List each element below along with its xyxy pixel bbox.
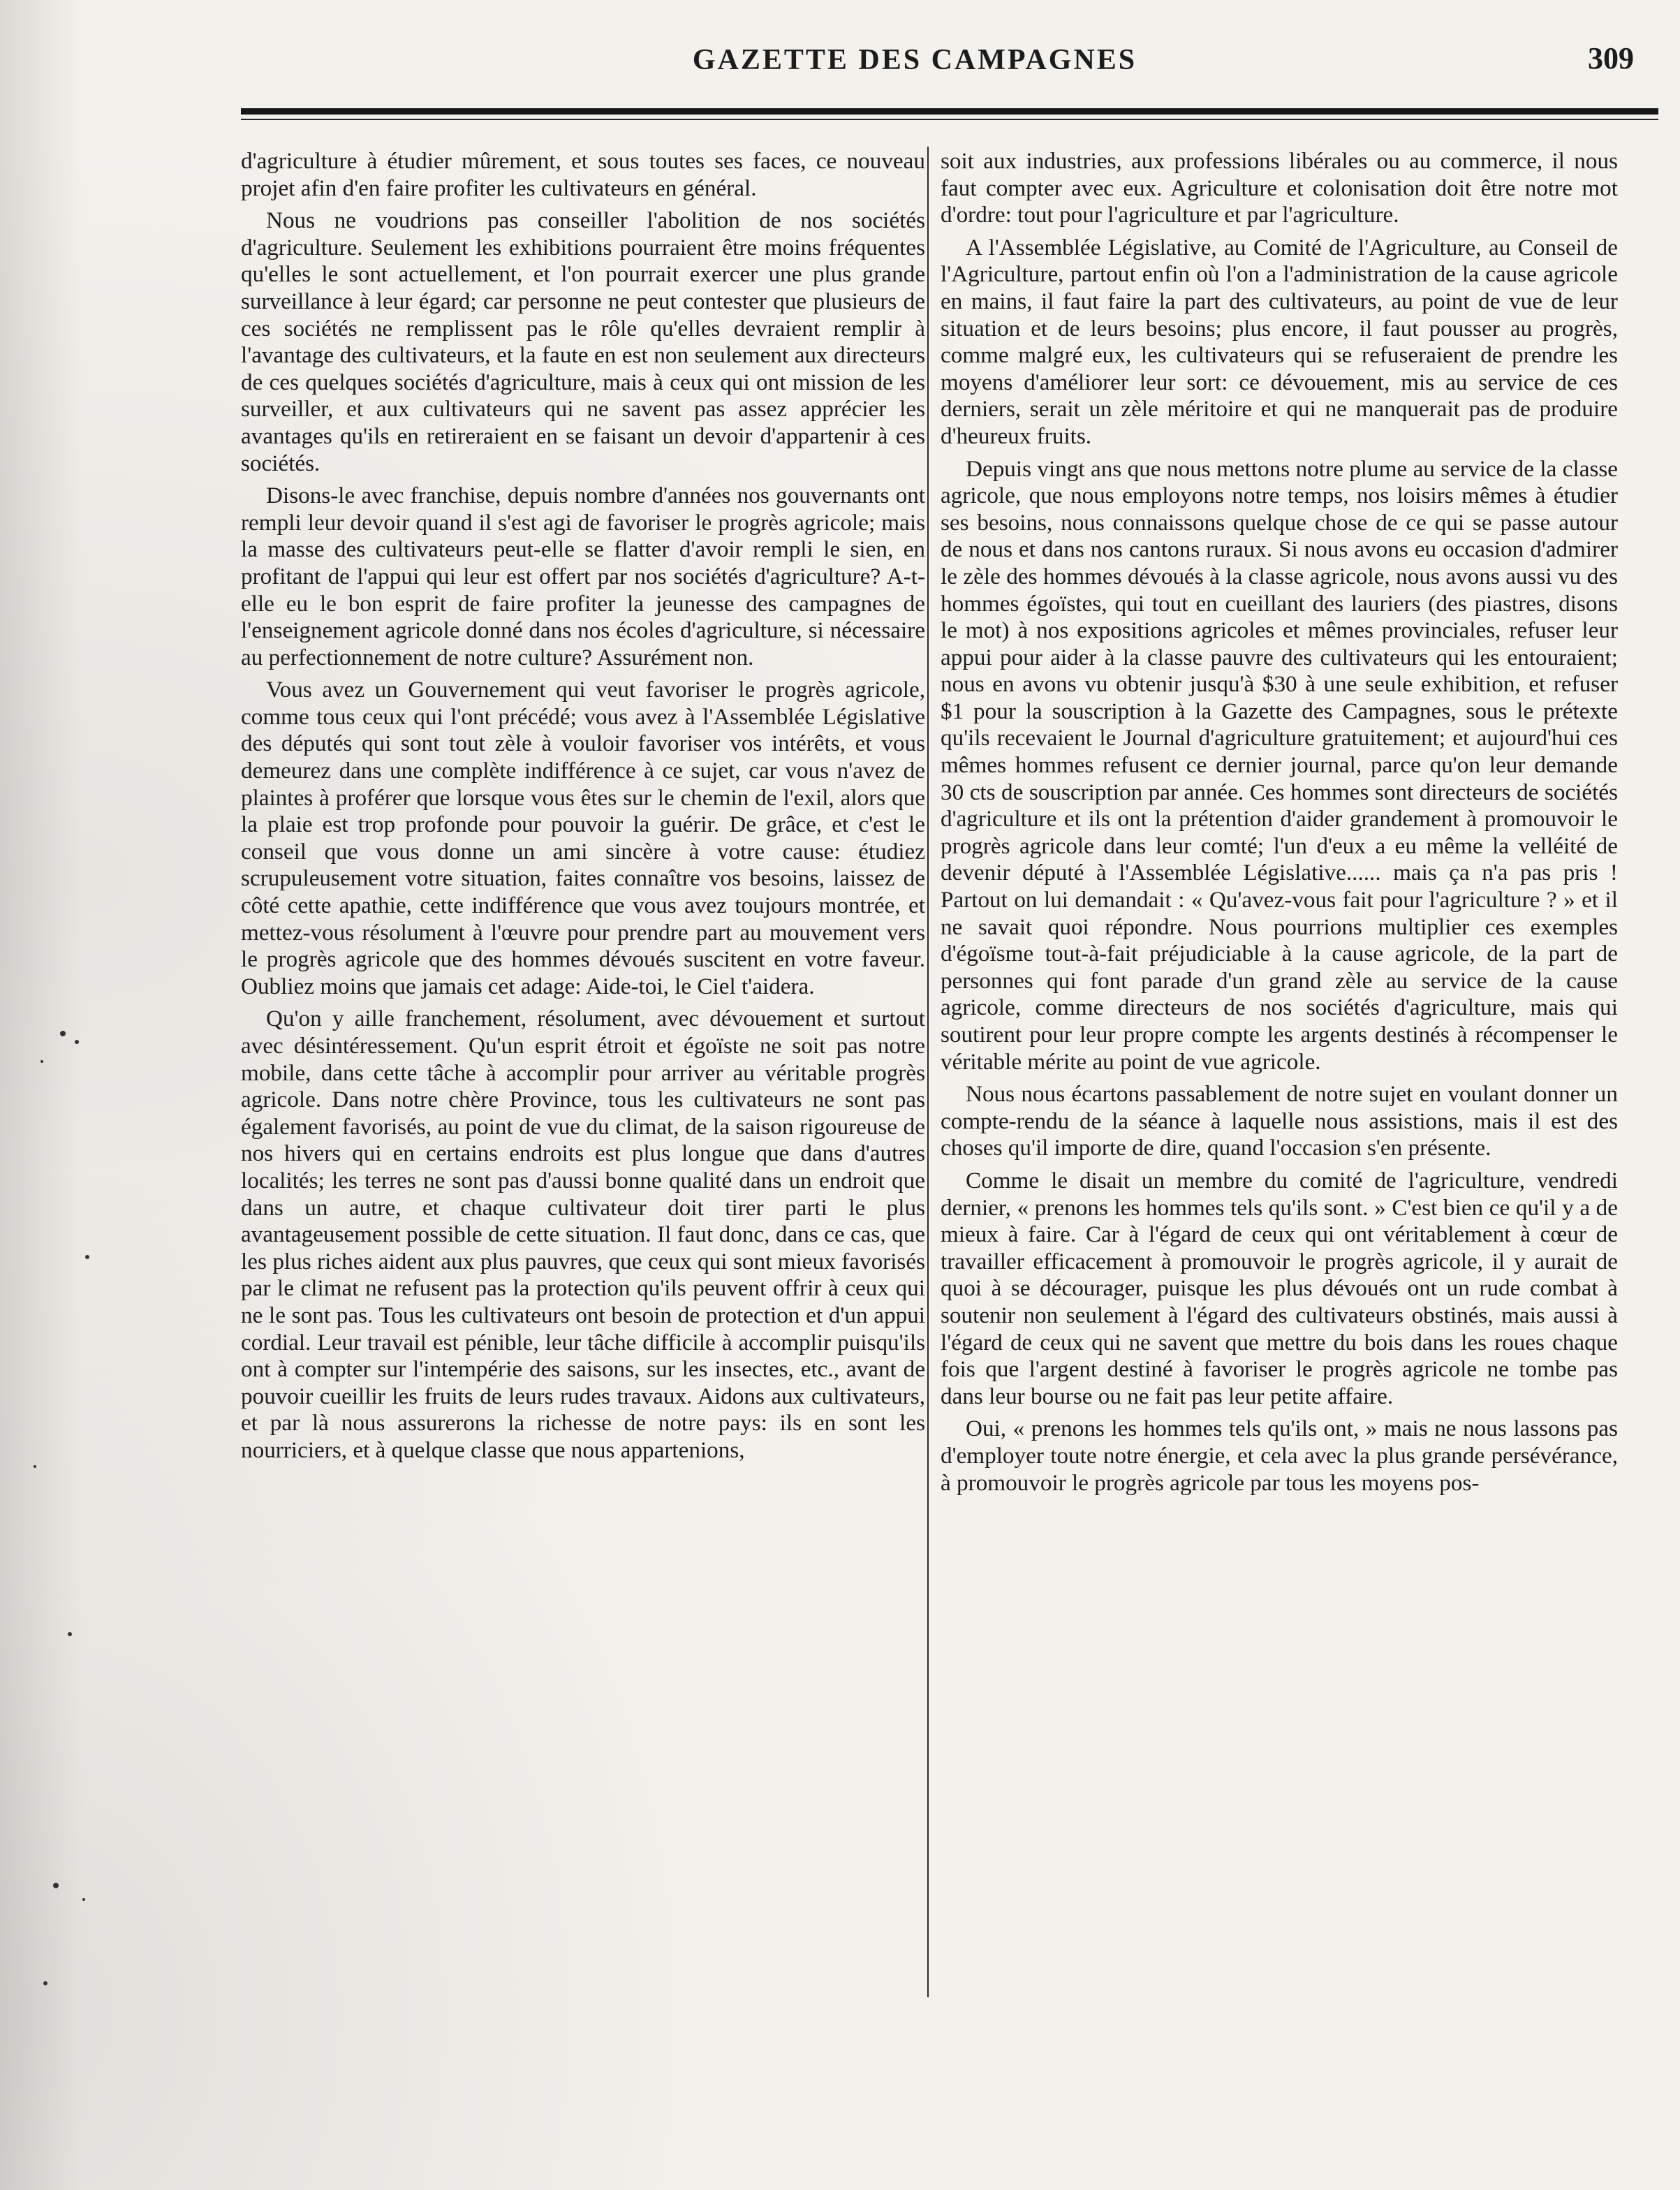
page-number: 309 bbox=[1588, 41, 1634, 75]
paragraph: soit aux industries, aux professions libérales ou au commerce, il nous faut compter avec eux. Agriculture et colonisation doit être notre mot d'ordre: tout pour l'agriculture et par l'agriculture. bbox=[941, 148, 1618, 228]
right-column bbox=[941, 148, 1618, 1502]
page-header bbox=[237, 41, 1634, 85]
paragraph: Comme le disait un membre du comité de l'agriculture, vendredi dernier, « prenons les hommes tels qu'ils sont. » C'est bien ce qu'il y a de mieux à faire. Car à l'égard de ceux qui ont véritablement à cœur de travailler efficacement à promouvoir le progrès agricole, il y aurait de quoi à se décourager, puisque les plus dévoués ont un rude combat à soutenir non seulement à l'égard des cultivateurs obstinés, mais aussi à l'égard de ceux qui ne savent que mettre du bois dans les roues chaque fois que l'argent destiné à favoriser le progrès agricole ne tombe pas dans leur bourse ou ne fait pas leur petite affaire. bbox=[941, 1167, 1618, 1409]
paragraph: Nous nous écartons passablement de notre sujet en voulant donner un compte-rendu de la séance à laquelle nous assistions, mais il est des choses qu'il importe de dire, quand l'occasion s'en présente. bbox=[941, 1081, 1618, 1161]
paragraph: Disons-le avec franchise, depuis nombre d'années nos gouvernants ont rempli leur devoir quand il s'est agi de favoriser le progrès agricole; mais la masse des cultivateurs peut-elle se flatter d'avoir rempli le sien, en profitant de l'appui qui leur est offert par nos sociétés d'agriculture? A-t-elle eu le bon esprit de faire profiter la jeunesse des campagnes de l'enseignement agricole donné dans nos écoles d'agriculture, si nécessaire au perfectionnement de notre culture? Assurément non. bbox=[241, 483, 925, 670]
paragraph: A l'Assemblée Législative, au Comité de l'Agriculture, au Conseil de l'Agriculture, partout enfin où l'on a l'administration de la cause agricole en mains, il faut faire la part des cultivateurs, au point de vue de leur situation et de leurs besoins; plus encore, il faut pousser au progrès, comme malgré eux, les cultivateurs qui se refuseraient de prendre les moyens d'améliorer leur sort: ce dévouement, mis au service de ces derniers, serait un zèle méritoire et qui ne manquerait pas de produire d'heureux fruits. bbox=[941, 234, 1618, 449]
paragraph: Vous avez un Gouvernement qui veut favoriser le progrès agricole, comme tous ceux qui l'ont précédé; vous avez à l'Assemblée Législative des députés qui sont tout zèle à vouloir favoriser vos intérêts, et vous demeurez dans une complète indifférence à ce sujet, car vous n'avez de plaintes à proférer que lorsque vous êtes sur le chemin de l'exil, alors que la plaie est trop profonde pour pouvoir la guérir. De grâce, et c'est le conseil que vous donne un ami sincère à votre cause: étudiez scrupuleusement votre situation, faites connaître vos besoins, laissez de côté cette apathie, cette indifférence que vous avez toujours montrée, et mettez-vous résolument à l'œuvre pour prendre part au mouvement vers le progrès agricole que des hommes dévoués suscitent en votre faveur. Oubliez moins que jamais cet adage: Aide-toi, le Ciel t'aidera. bbox=[241, 677, 925, 999]
header-rule-thick bbox=[241, 108, 1658, 115]
page-title: GAZETTE DES CAMPAGNES bbox=[692, 44, 1137, 76]
paragraph: Nous ne voudrions pas conseiller l'abolition de nos sociétés d'agriculture. Seulement les exhibitions pourraient être moins fréquentes qu'elles le sont actuellement, et l'on pourrait exercer une plus grande surveillance à leur égard; car personne ne peut contester que plusieurs de ces sociétés ne remplissent pas le rôle qu'elles devraient remplir à l'avantage des cultivateurs, et la faute en est non seulement aux directeurs de ces quelques sociétés d'agriculture, mais à ceux qui ont mission de les surveiller, et aux cultivateurs qui ne savent pas assez apprécier les avantages qu'ils en retireraient en se faisant un devoir d'appartenir à ces sociétés. bbox=[241, 207, 925, 476]
paragraph: Oui, « prenons les hommes tels qu'ils ont, » mais ne nous lassons pas d'employer toute notre énergie, et cela avec la plus grande persévérance, à promouvoir le progrès agricole par tous les moyens pos- bbox=[941, 1416, 1618, 1496]
paragraph: Qu'on y aille franchement, résolument, avec dévouement et surtout avec désintéressement. Qu'un esprit étroit et égoïste ne soit pas notre mobile, dans cette tâche à accomplir pour arriver au véritable progrès agricole. Dans notre chère Province, tous les cultivateurs ne sont pas également favorisés, au point de vue du climat, de la saison rigoureuse de nos hivers qui en certains endroits est plus longue que dans d'autres localités; les terres ne sont pas d'aussi bonne qualité dans un endroit que dans un autre, et chaque cultivateur doit tirer parti le plus avantageusement possible de cette situation. Il faut donc, dans ce cas, que les plus riches aident aux plus pauvres, que ceux qui sont mieux favorisés par le climat ne refusent pas la protection qu'ils peuvent offrir à ceux qui ne le sont pas. Tous les cultivateurs ont besoin de protection et d'un appui cordial. Leur travail est pénible, leur tâche difficile à accomplir puisqu'ils ont à compter sur l'intempérie des saisons, sur les insectes, etc., avant de pouvoir cueillir les fruits de leurs rudes travaux. Aidons aux cultivateurs, et par là nous assurerons la richesse de notre pays: ils en sont les nourriciers, et à quelque classe que nous appartenions, bbox=[241, 1006, 925, 1463]
paragraph: d'agriculture à étudier mûrement, et sous toutes ses faces, ce nouveau projet afin d'en faire profiter les cultivateurs en général. bbox=[241, 148, 925, 201]
margin-specks bbox=[21, 978, 105, 2025]
header-rule-thin bbox=[241, 119, 1658, 120]
column-divider bbox=[927, 147, 929, 1997]
paragraph: Depuis vingt ans que nous mettons notre plume au service de la classe agricole, que nous employons notre temps, nos loisirs mêmes à étudier ses besoins, nous connaissons quelque chose de ce qui se passe autour de nous et dans nos cantons ruraux. Si nous avons eu occasion d'admirer le zèle des hommes dévoués à la classe agricole, nous avons aussi vu des hommes égoïstes, qui tout en cueillant des lauriers (des piastres, disons le mot) à nos expositions agricoles et mêmes provinciales, refuser leur appui pour aider à la classe pauvre des cultivateurs qui les entouraient; nous en avons vu obtenir jusqu'à $30 à une seule exhibition, et refuser $1 pour la souscription à la Gazette des Campagnes, sous le prétexte qu'ils recevaient le Journal d'agriculture gratuitement; et aujourd'hui ces mêmes hommes refusent ce dernier journal, parce qu'on leur demande 30 cts de souscription par année. Ces hommes sont directeurs de sociétés d'agriculture et ils ont la prétention d'aider grandement à promouvoir le progrès agricole dans leur comté; l'un d'eux a eu même la velléité de devenir député à l'Assemblée Législative...... mais ça n'a pas pris ! Partout on lui demandait : « Qu'avez-vous fait pour l'agriculture ? » et il ne savait quoi répondre. Nous pourrions multiplier ces exemples d'égoïsme tout-à-fait préjudiciable à la cause agricole, de la part de personnes qui font parade d'un grand zèle au service de la cause agricole, comme directeurs de nos sociétés d'agriculture, mais qui soutirent pour leur propre compte les argents destinés à récompenser le véritable mérite au point de vue agricole. bbox=[941, 455, 1618, 1075]
left-column bbox=[241, 148, 925, 1470]
